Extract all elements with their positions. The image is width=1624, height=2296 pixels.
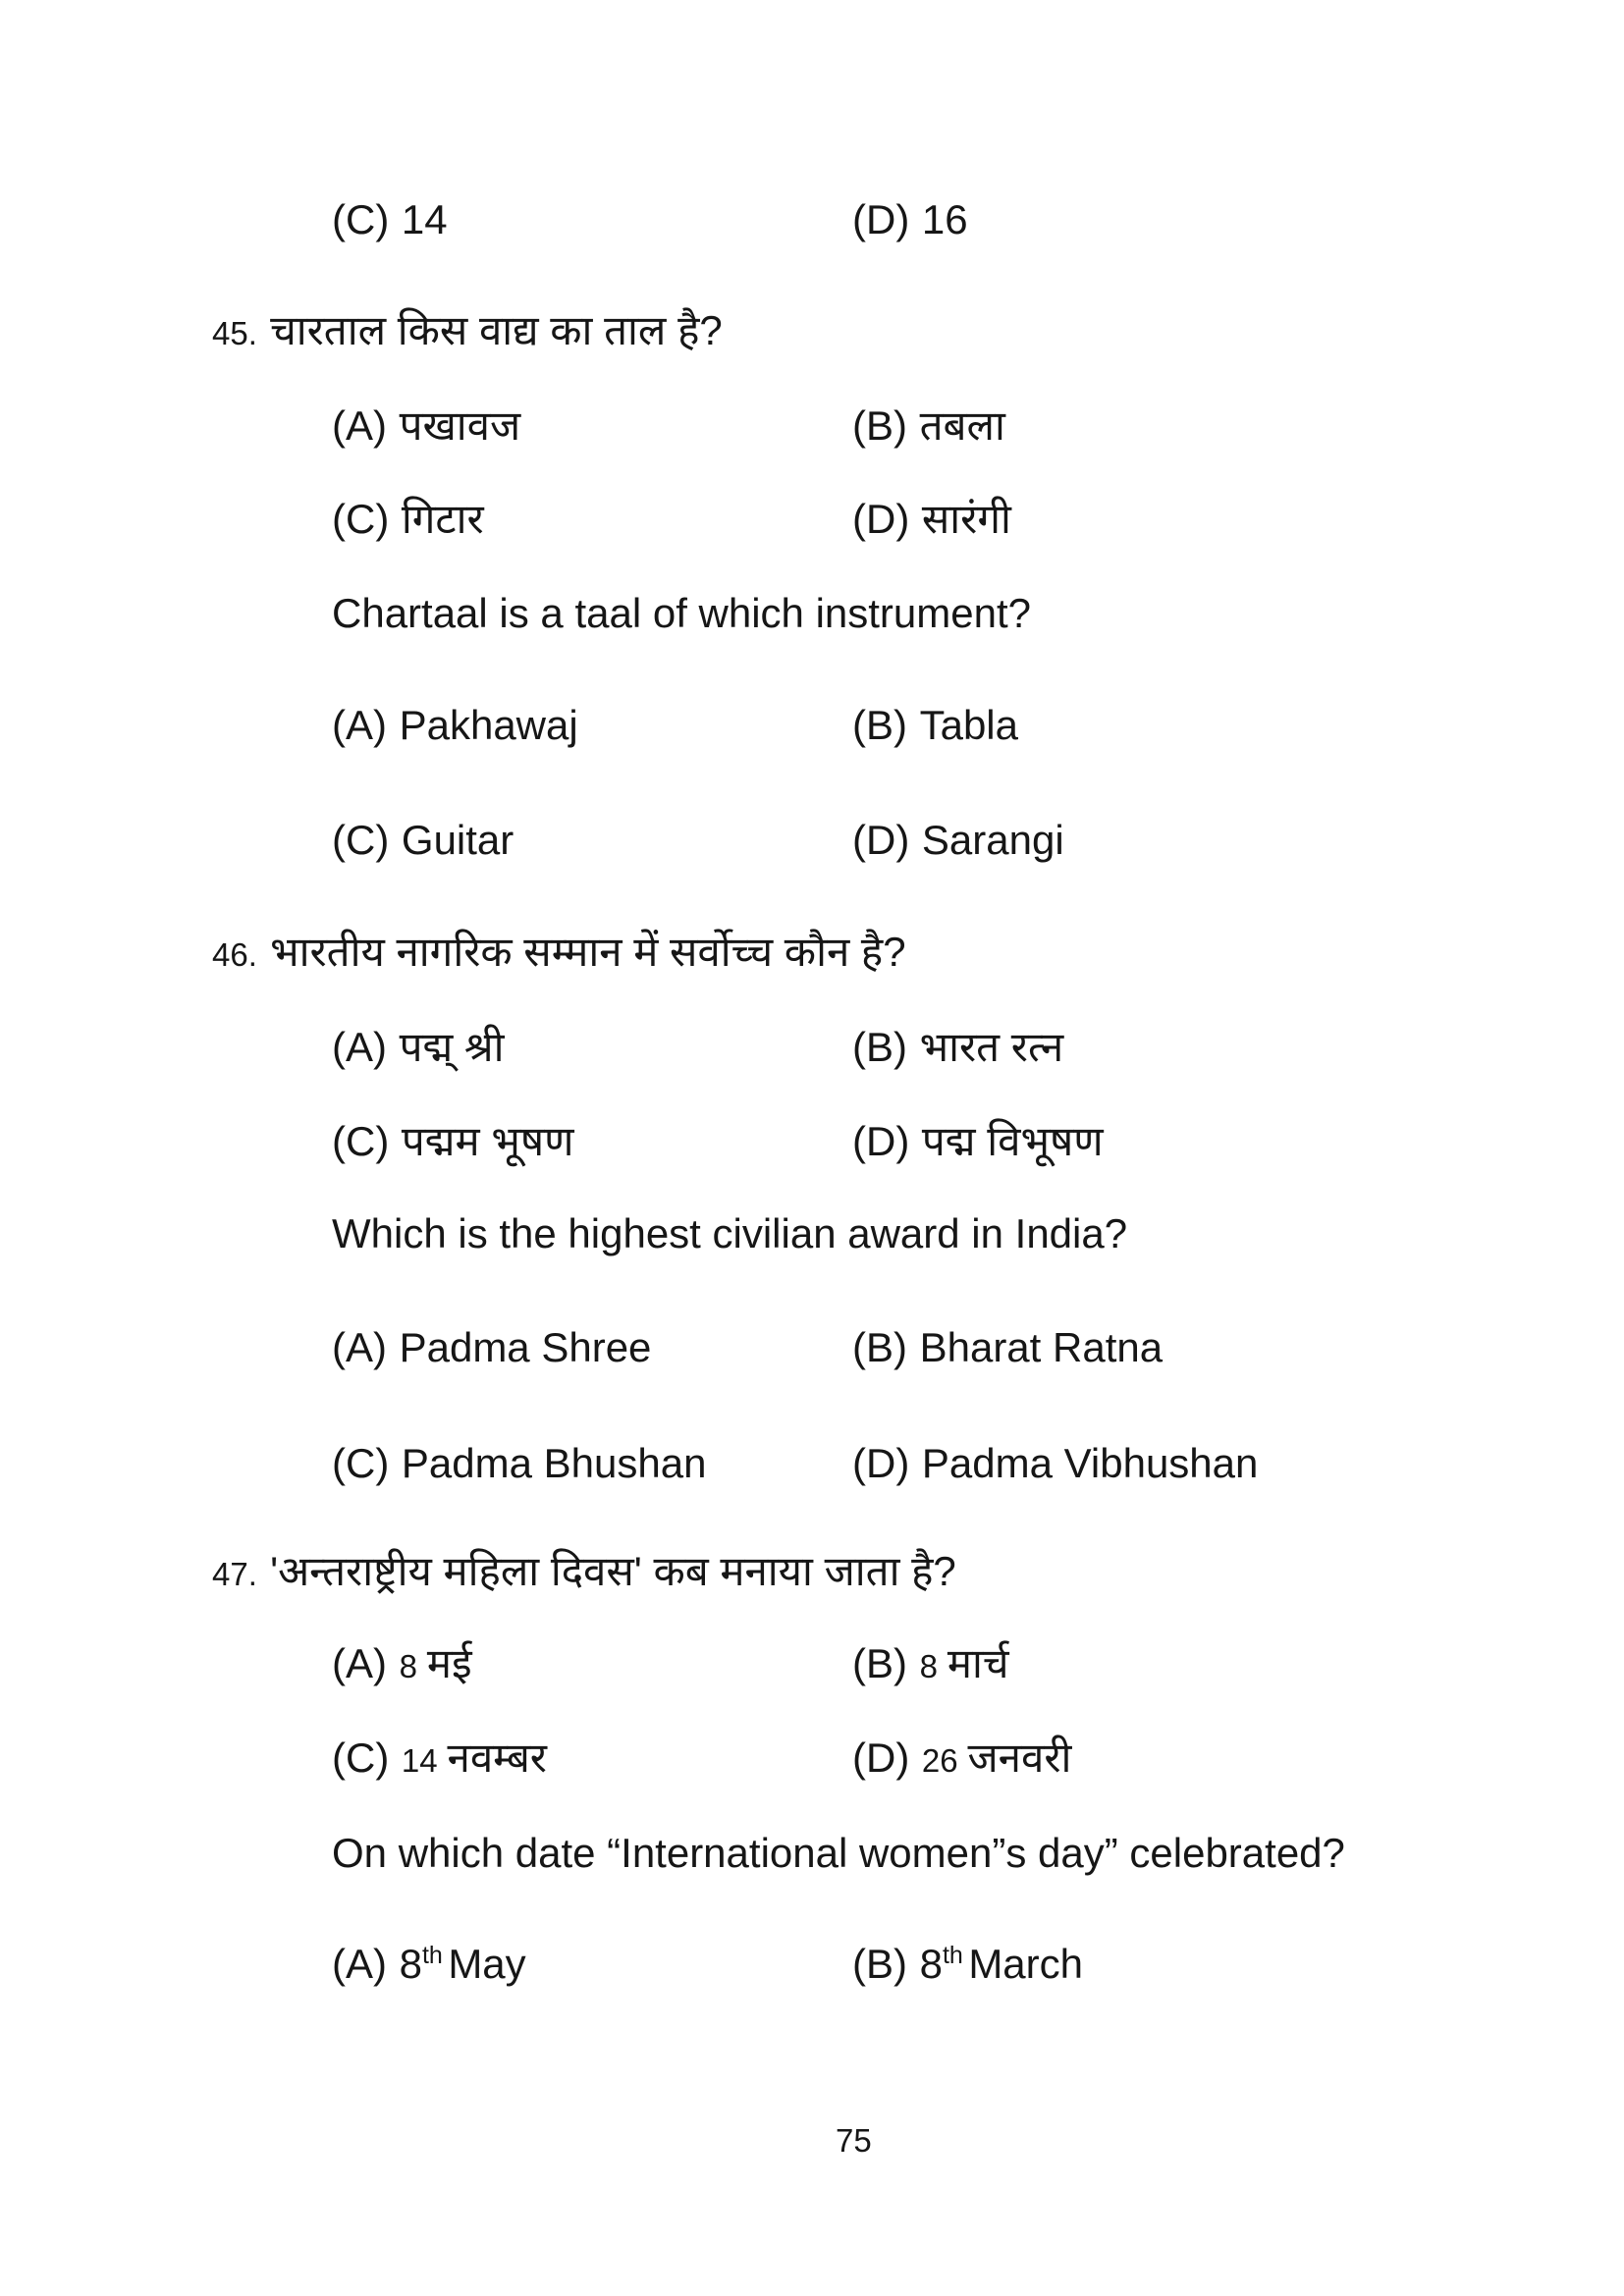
option-text: नवम्बर [447, 1735, 547, 1781]
option-label: (A) [332, 402, 387, 449]
option-label: (D) [852, 817, 910, 863]
question-number: 47. [212, 1556, 257, 1592]
q46-option-c-hindi [332, 1118, 574, 1165]
q47-question-english [332, 1830, 1345, 1877]
option-text: मार्च [947, 1640, 1009, 1686]
ordinal-suffix: th [942, 1942, 963, 1969]
option-text: Guitar [401, 817, 514, 863]
q45-option-a-english [332, 702, 578, 749]
option-label: (D) [852, 196, 910, 242]
q45-option-d-hindi [852, 496, 1011, 543]
option-label: (C) [332, 1118, 390, 1164]
question-text-hindi: भारतीय नागरिक सम्मान में सर्वोच्च कौन है? [270, 929, 906, 975]
option-label: (C) [332, 496, 390, 542]
option-label: (D) [852, 1118, 910, 1164]
option-label: (B) [852, 702, 907, 748]
question-number: 46. [212, 936, 257, 973]
option-label: (B) [852, 1941, 907, 1987]
option-number: 14 [401, 1742, 438, 1779]
option-number: 8 [919, 1941, 943, 1987]
q46-option-a-hindi [332, 1024, 505, 1071]
q45-option-c-hindi [332, 496, 484, 543]
question-text-english: Which is the highest civilian award in India? [332, 1210, 1128, 1256]
question-text-hindi: चारताल किस वाद्य का ताल है? [270, 307, 723, 353]
option-label: (D) [852, 1735, 910, 1781]
q46-option-c-english [332, 1440, 706, 1487]
option-text: 16 [921, 196, 968, 242]
q47-option-b-hindi [852, 1640, 1009, 1687]
question-47-header [212, 1548, 956, 1595]
option-label: (C) [332, 1440, 390, 1486]
q47-option-a-hindi [332, 1640, 472, 1687]
option-text: भारत रत्न [919, 1024, 1064, 1070]
option-label: (A) [332, 1640, 387, 1686]
option-label: (A) [332, 1324, 387, 1370]
option-text: जनवरी [967, 1735, 1072, 1781]
option-text: Padma Shree [399, 1324, 652, 1370]
option-text: पखावज [399, 402, 521, 449]
question-45-header [212, 307, 723, 354]
option-label: (A) [332, 1941, 387, 1987]
option-label: (A) [332, 1024, 387, 1070]
option-text: पद्म विभूषण [921, 1118, 1104, 1164]
q46-option-b-hindi [852, 1024, 1063, 1071]
option-label: (B) [852, 1640, 907, 1686]
q45-option-a-hindi [332, 402, 520, 450]
q47-option-a-english [332, 1941, 526, 1988]
page-number-text: 75 [836, 2122, 872, 2159]
q47-option-b-english [852, 1941, 1083, 1988]
option-text: Padma Vibhushan [921, 1440, 1259, 1486]
q46-option-b-english [852, 1324, 1163, 1371]
q46-option-d-english [852, 1440, 1258, 1487]
question-text-hindi: 'अन्तराष्ट्रीय महिला दिवस' कब मनाया जाता है? [270, 1548, 956, 1594]
q45-option-b-hindi [852, 402, 1005, 450]
option-text: तबला [919, 402, 1005, 449]
option-text: सारंगी [921, 496, 1011, 542]
option-label: (B) [852, 1024, 907, 1070]
q46-question-english [332, 1210, 1127, 1257]
option-number: 8 [399, 1941, 422, 1987]
option-label: (A) [332, 702, 387, 748]
option-label: (B) [852, 402, 907, 449]
ordinal-suffix: th [421, 1942, 443, 1969]
option-text: March [968, 1941, 1084, 1987]
option-number: 8 [399, 1648, 417, 1684]
option-text: मई [426, 1640, 472, 1686]
option-label: (C) [332, 196, 390, 242]
question-text-english: Chartaal is a taal of which instrument? [332, 590, 1032, 636]
q45-option-d-english [852, 817, 1064, 864]
option-label: (C) [332, 1735, 390, 1781]
q46-option-a-english [332, 1324, 651, 1371]
option-text: Padma Bhushan [401, 1440, 707, 1486]
option-text: गिटार [401, 496, 484, 542]
option-text: Sarangi [921, 817, 1064, 863]
q46-option-d-hindi [852, 1118, 1104, 1165]
option-text: May [448, 1941, 526, 1987]
option-text: Bharat Ratna [919, 1324, 1164, 1370]
question-46-header [212, 929, 906, 976]
option-text: पद्मम भूषण [401, 1118, 574, 1164]
option-label: (D) [852, 496, 910, 542]
option-text: Pakhawaj [399, 702, 578, 748]
option-text: Tabla [919, 702, 1018, 748]
q45-option-c-english [332, 817, 514, 864]
option-label: (C) [332, 817, 390, 863]
q47-option-c-hindi [332, 1735, 547, 1782]
option-number: 26 [921, 1742, 958, 1779]
q45-option-b-english [852, 702, 1018, 749]
option-text: 14 [401, 196, 448, 242]
option-number: 8 [919, 1648, 938, 1684]
option-label: (D) [852, 1440, 910, 1486]
prev-question-option-d [852, 196, 968, 243]
q45-question-english [332, 590, 1031, 637]
prev-question-option-c [332, 196, 448, 243]
page-number [836, 2122, 872, 2160]
question-text-english: On which date “International women”s day” celebrated? [332, 1830, 1345, 1876]
question-number: 45. [212, 315, 257, 351]
option-text: पद्म् श्री [399, 1024, 505, 1070]
option-label: (B) [852, 1324, 907, 1370]
q47-option-d-hindi [852, 1735, 1071, 1782]
